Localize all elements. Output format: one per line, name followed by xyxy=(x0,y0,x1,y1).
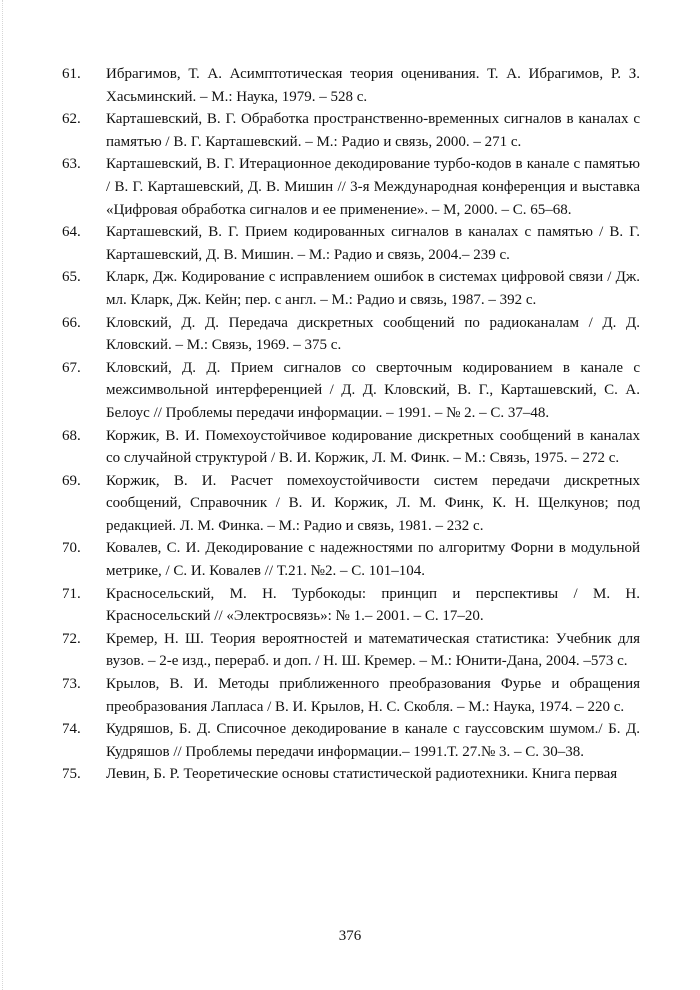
reference-item-63 xyxy=(0,153,640,221)
reference-number: 74. xyxy=(62,721,81,738)
reference-item-65 xyxy=(0,266,640,311)
reference-number: 70. xyxy=(62,540,81,557)
reference-number: 73. xyxy=(62,676,81,693)
reference-text: Крылов, В. И. Методы приближенного преобразования Фурье и обращения преобразования Лапласа / В. И. Крылов, Н. С. Скобля. – М.: Наука, 1974. – 220 с. xyxy=(106,676,640,715)
reference-text: Красносельский, М. Н. Турбокоды: принцип и перспективы / М. Н. Красносельский // «Электросвязь»: № 1.– 2001. – С. 17–20. xyxy=(106,585,640,625)
reference-text: Коржик, В. И. Помехоустойчивое кодирование дискретных сообщений в каналах со случайной структурой / В. И. Коржик, Л. М. Финк. – М.: Связь, 1975. – 272 с. xyxy=(106,427,640,467)
reference-number: 67. xyxy=(62,359,81,376)
reference-item-64 xyxy=(0,221,640,266)
reference-number: 66. xyxy=(62,314,81,331)
reference-number: 71. xyxy=(62,585,81,602)
reference-number: 62. xyxy=(62,111,81,128)
reference-text: Кловский, Д. Д. Передача дискретных сообщений по радиоканалам / Д. Д. Кловский. – М.: Связь, 1969. – 375 с. xyxy=(106,314,640,354)
reference-text: Карташевский, В. Г. Итерационное декодирование турбо-кодов в канале с памятью / В. Г. Карташевский, Д. В. Мишин // 3-я Международная конференция и выставка «Цифровая обработка сигналов и ее применение». – М, 2000. – С. 65–68. xyxy=(106,156,640,218)
reference-item-69 xyxy=(0,470,640,538)
reference-item-61 xyxy=(0,63,640,108)
reference-number: 72. xyxy=(62,630,81,647)
reference-text: Ибрагимов, Т. А. Асимптотическая теория оценивания. Т. А. Ибрагимов, Р. З. Хасьминский. – М.: Наука, 1979. – 528 с. xyxy=(106,66,640,105)
reference-list xyxy=(0,63,700,786)
reference-number: 65. xyxy=(62,269,81,286)
reference-number: 69. xyxy=(62,472,81,489)
reference-number: 63. xyxy=(62,156,81,173)
reference-text: Коржик, В. И. Расчет помехоустойчивости систем передачи дискретных сообщений, Справочник / В. И. Коржик, Л. М. Финк, К. Н. Щелкунов; под редакцией. Л. М. Финка. – М.: Радио и связь, 1981. – 232 с. xyxy=(106,472,640,534)
reference-item-71 xyxy=(0,583,640,628)
reference-text: Кловский, Д. Д. Прием сигналов со сверточным кодированием в канале с межсимвольной интерференцией / Д. Д. Кловский, В. Г., Карташевский, С. А. Белоус // Проблемы передачи информации. – 1991. – № 2. – С. 37–48. xyxy=(106,359,640,421)
reference-item-70 xyxy=(0,537,640,582)
reference-text: Кларк, Дж. Кодирование с исправлением ошибок в системах цифровой связи / Дж. мл. Кларк, Дж. Кейн; пер. с англ. – М.: Радио и связь, 1987. – 392 с. xyxy=(106,269,640,308)
reference-number: 68. xyxy=(62,427,81,444)
reference-text: Кремер, Н. Ш. Теория вероятностей и математическая статистика: Учебник для вузов. – 2-е изд., перераб. и доп. / Н. Ш. Кремер. – М.: Юнити-Дана, 2004. –573 с. xyxy=(106,630,640,670)
reference-item-75 xyxy=(0,763,640,786)
reference-item-73 xyxy=(0,673,640,718)
reference-item-72 xyxy=(0,628,640,673)
reference-item-74 xyxy=(0,718,640,763)
reference-item-66 xyxy=(0,312,640,357)
reference-item-62 xyxy=(0,108,640,153)
reference-item-68 xyxy=(0,425,640,470)
reference-text: Карташевский, В. Г. Прием кодированных сигналов в каналах с памятью / В. Г. Карташевский, Д. В. Мишин. – М.: Радио и связь, 2004.– 239 с. xyxy=(106,224,640,263)
reference-text: Кудряшов, Б. Д. Списочное декодирование в канале с гауссовским шумом./ Б. Д. Кудряшов // Проблемы передачи информации.– 1991.Т. 27.№ 3. – С. 30–38. xyxy=(106,721,640,760)
reference-number: 75. xyxy=(62,766,81,783)
reference-text: Левин, Б. Р. Теоретические основы статистической радиотехники. Книга первая xyxy=(106,766,618,783)
page-number: 376 xyxy=(338,928,362,944)
reference-number: 61. xyxy=(62,66,81,82)
reference-item-67 xyxy=(0,357,640,425)
reference-number: 64. xyxy=(62,224,81,241)
reference-text: Ковалев, С. И. Декодирование с надежностями по алгоритму Форни в модульной метрике, / С. И. Ковалев // Т.21. №2. – С. 101–104. xyxy=(106,540,640,580)
reference-text: Карташевский, В. Г. Обработка пространственно-временных сигналов в каналах с памятью / В. Г. Карташевский. – М.: Радио и связь, 2000. – 271 с. xyxy=(106,111,640,150)
